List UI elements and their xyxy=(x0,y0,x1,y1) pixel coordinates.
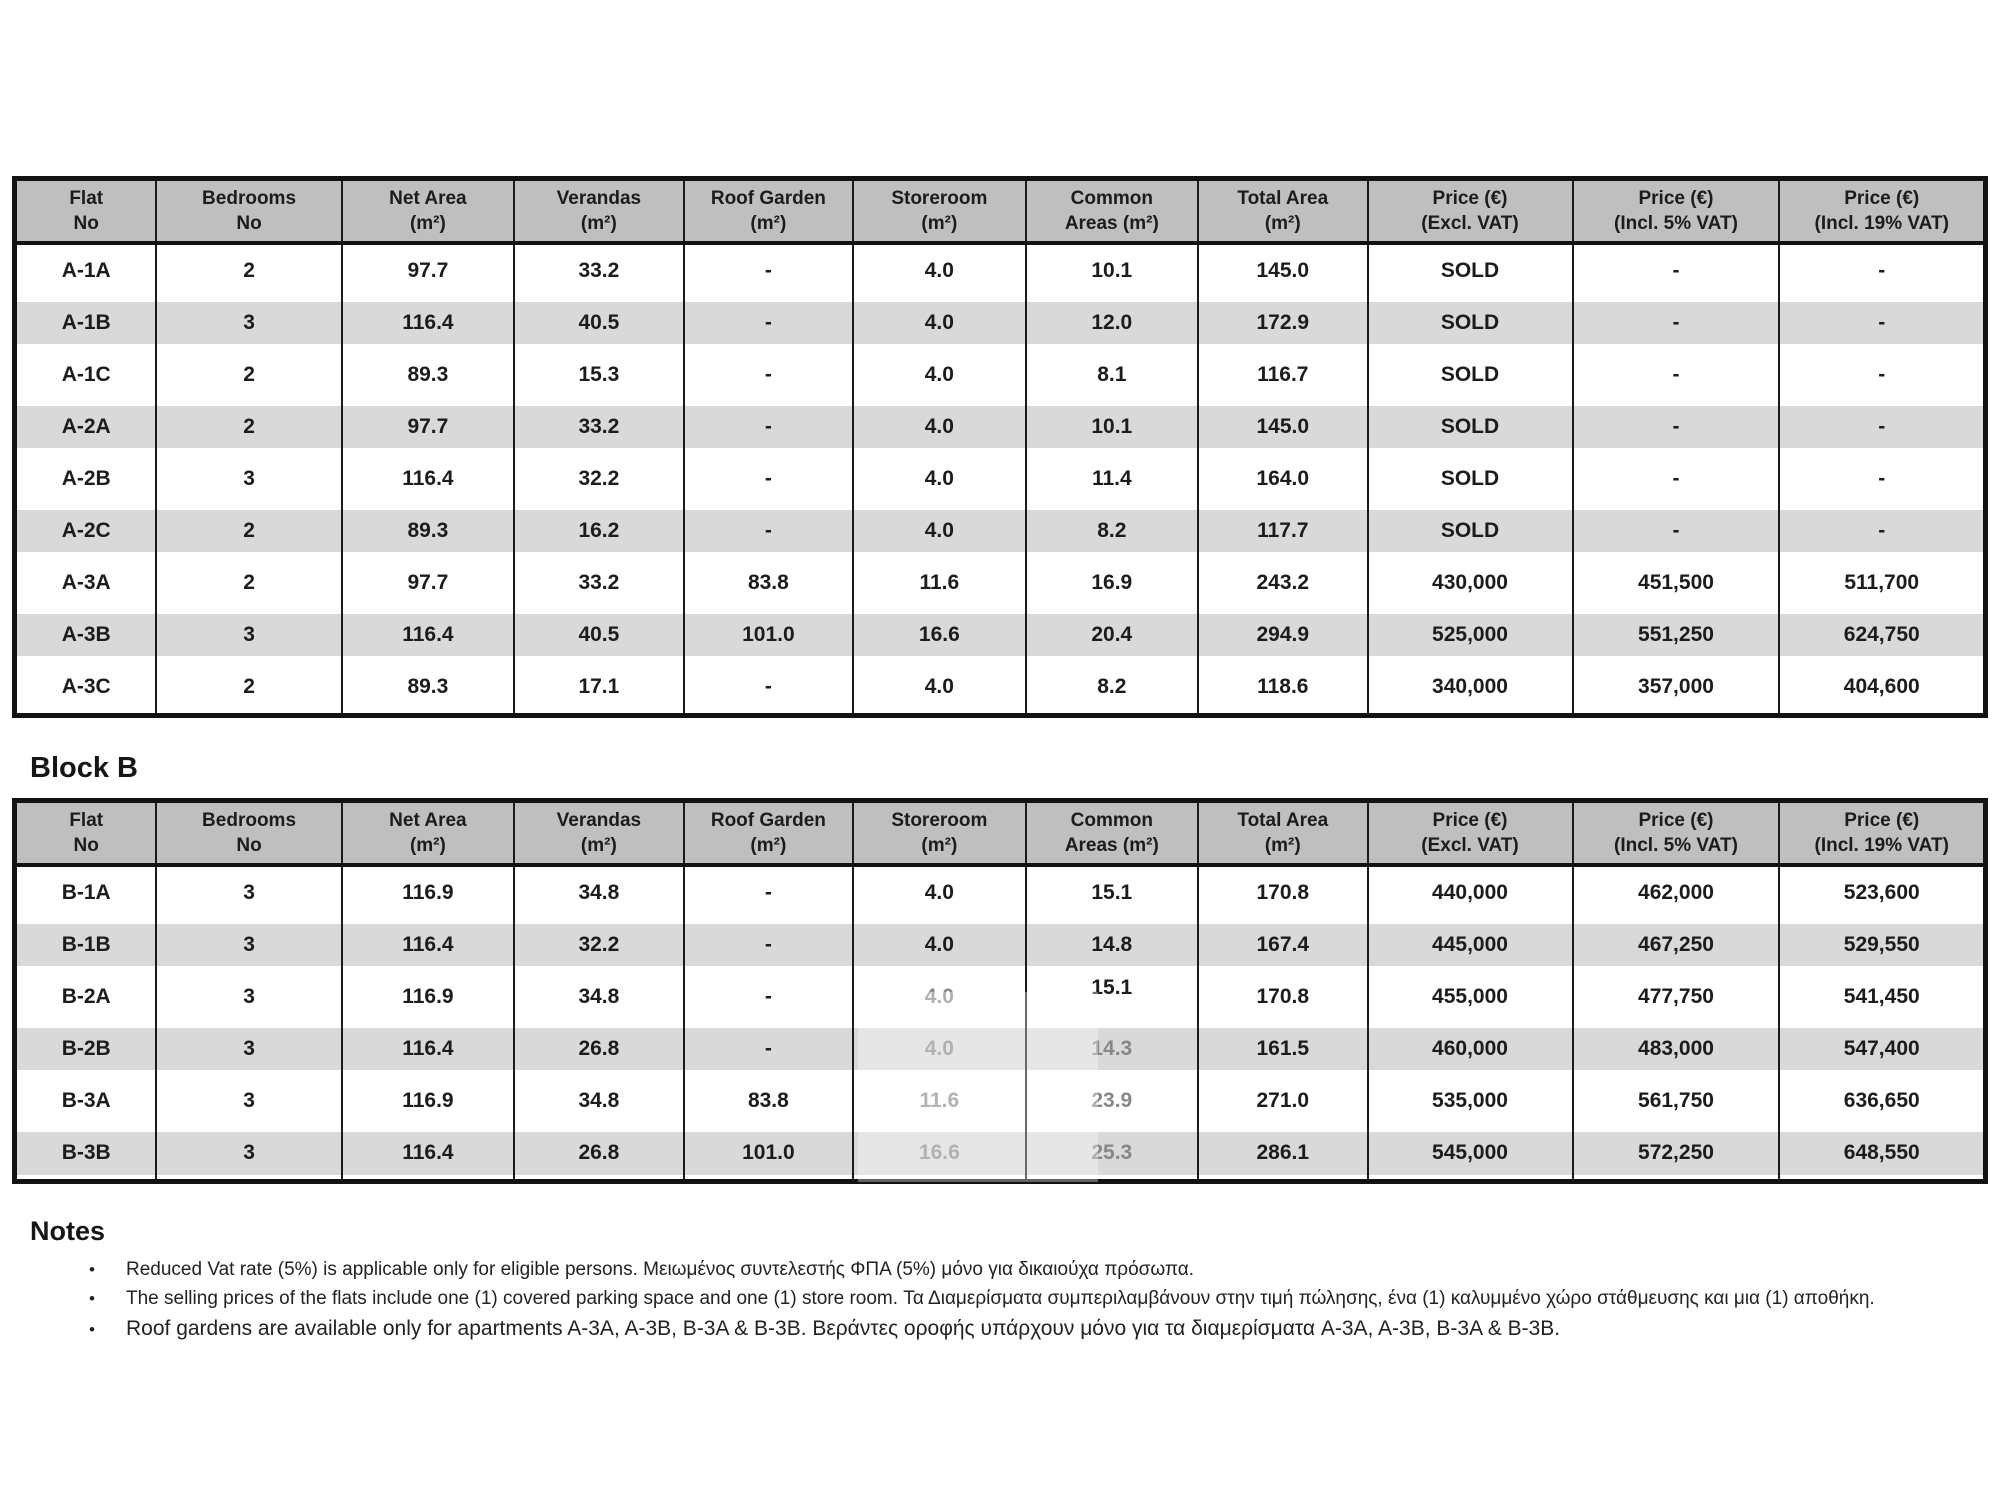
table-cell: 4.0 xyxy=(853,919,1025,971)
table-cell: 16.9 xyxy=(1026,557,1198,609)
table-row xyxy=(15,661,1986,716)
table-cell: 32.2 xyxy=(514,919,684,971)
flat-no-cell: A-1A xyxy=(15,243,157,297)
notes-section xyxy=(30,1216,1980,1348)
table-row xyxy=(15,609,1986,661)
table-cell: 483,000 xyxy=(1573,1023,1780,1075)
table-cell: - xyxy=(1779,349,1985,401)
table-cell: 172.9 xyxy=(1198,297,1368,349)
column-header: Price (€) (Incl. 5% VAT) xyxy=(1573,179,1780,244)
table-cell: 2 xyxy=(156,505,341,557)
flat-no-cell: A-3C xyxy=(15,661,157,716)
table-cell: 340,000 xyxy=(1368,661,1573,716)
block-b-price-table xyxy=(12,798,1988,1184)
table-cell: - xyxy=(684,865,854,919)
table-cell: - xyxy=(684,919,854,971)
table-cell: 17.1 xyxy=(514,661,684,716)
table-cell: - xyxy=(1573,453,1780,505)
column-header: Common Areas (m²) xyxy=(1026,801,1198,866)
bullet-icon: • xyxy=(89,1320,95,1339)
table-cell: 440,000 xyxy=(1368,865,1573,919)
table-cell: 460,000 xyxy=(1368,1023,1573,1075)
table-cell: 16.6 xyxy=(853,1127,1025,1182)
table-cell: 15.1 xyxy=(1026,971,1198,1023)
table-cell: 97.7 xyxy=(342,401,514,453)
table-cell: - xyxy=(684,453,854,505)
table-cell: 117.7 xyxy=(1198,505,1368,557)
column-header: Price (€) (Incl. 19% VAT) xyxy=(1779,801,1985,866)
table-cell: - xyxy=(1573,505,1780,557)
table-cell: 11.4 xyxy=(1026,453,1198,505)
table-cell: 170.8 xyxy=(1198,971,1368,1023)
table-cell: 10.1 xyxy=(1026,243,1198,297)
table-cell: - xyxy=(1573,297,1780,349)
table-cell: 40.5 xyxy=(514,609,684,661)
table-cell: 20.4 xyxy=(1026,609,1198,661)
table-cell: SOLD xyxy=(1368,401,1573,453)
block-b-heading: Block B xyxy=(30,752,138,784)
table-row xyxy=(15,1127,1986,1182)
table-cell: 145.0 xyxy=(1198,243,1368,297)
table-cell: 26.8 xyxy=(514,1127,684,1182)
table-row xyxy=(15,971,1986,1023)
flat-no-cell: A-2C xyxy=(15,505,157,557)
table-cell: 33.2 xyxy=(514,243,684,297)
table-row xyxy=(15,919,1986,971)
table-cell: 116.9 xyxy=(342,971,514,1023)
column-header: Bedrooms No xyxy=(156,801,341,866)
note-item xyxy=(30,1259,1980,1281)
table-cell: 4.0 xyxy=(853,349,1025,401)
table-cell: 3 xyxy=(156,1075,341,1127)
table-cell: 12.0 xyxy=(1026,297,1198,349)
table-cell: - xyxy=(1779,453,1985,505)
table-cell: - xyxy=(684,243,854,297)
table-cell: 164.0 xyxy=(1198,453,1368,505)
table-cell: 455,000 xyxy=(1368,971,1573,1023)
flat-no-cell: B-1B xyxy=(15,919,157,971)
table-cell: - xyxy=(684,505,854,557)
table-cell: 2 xyxy=(156,661,341,716)
table-cell: SOLD xyxy=(1368,243,1573,297)
table-cell: 3 xyxy=(156,1023,341,1075)
table-cell: 572,250 xyxy=(1573,1127,1780,1182)
column-header: Net Area (m²) xyxy=(342,179,514,244)
flat-no-cell: A-2B xyxy=(15,453,157,505)
table-cell: - xyxy=(1573,401,1780,453)
flat-no-cell: B-3B xyxy=(15,1127,157,1182)
table-cell: 89.3 xyxy=(342,505,514,557)
table-cell: 8.1 xyxy=(1026,349,1198,401)
table-cell: 2 xyxy=(156,349,341,401)
note-text: Reduced Vat rate (5%) is applicable only for eligible persons. Μειωμένος συντελεστής ΦΠΑ (5%) μόνο για δικαιούχα πρόσωπα. xyxy=(126,1259,1195,1280)
table-cell: 23.9 xyxy=(1026,1075,1198,1127)
table-cell: - xyxy=(684,401,854,453)
table-cell: 4.0 xyxy=(853,661,1025,716)
bullet-icon: • xyxy=(89,1289,95,1308)
column-header: Flat No xyxy=(15,179,157,244)
table-row xyxy=(15,505,1986,557)
table-cell: 551,250 xyxy=(1573,609,1780,661)
column-header: Net Area (m²) xyxy=(342,801,514,866)
table-cell: 116.4 xyxy=(342,609,514,661)
table-cell: - xyxy=(1573,349,1780,401)
table-cell: 2 xyxy=(156,401,341,453)
table-cell: 16.6 xyxy=(853,609,1025,661)
table-cell: 15.1 xyxy=(1026,865,1198,919)
table-cell: - xyxy=(684,297,854,349)
table-cell: 4.0 xyxy=(853,453,1025,505)
table-cell: 10.1 xyxy=(1026,401,1198,453)
table-row xyxy=(15,297,1986,349)
flat-no-cell: B-3A xyxy=(15,1075,157,1127)
table-cell: 170.8 xyxy=(1198,865,1368,919)
table-cell: 40.5 xyxy=(514,297,684,349)
table-cell: 33.2 xyxy=(514,557,684,609)
table-cell: 404,600 xyxy=(1779,661,1985,716)
column-header: Common Areas (m²) xyxy=(1026,179,1198,244)
column-header: Total Area (m²) xyxy=(1198,801,1368,866)
table-row xyxy=(15,557,1986,609)
table-cell: 541,450 xyxy=(1779,971,1985,1023)
table-row xyxy=(15,401,1986,453)
table-cell: 8.2 xyxy=(1026,505,1198,557)
table-cell: - xyxy=(1779,243,1985,297)
table-row xyxy=(15,1023,1986,1075)
table-cell: 116.4 xyxy=(342,919,514,971)
table-cell: 11.6 xyxy=(853,1075,1025,1127)
table-cell: 547,400 xyxy=(1779,1023,1985,1075)
table-cell: 8.2 xyxy=(1026,661,1198,716)
table-cell: 116.4 xyxy=(342,297,514,349)
table-cell: 161.5 xyxy=(1198,1023,1368,1075)
table-cell: 32.2 xyxy=(514,453,684,505)
table-cell: 14.8 xyxy=(1026,919,1198,971)
table-cell: - xyxy=(1573,243,1780,297)
table-cell: 511,700 xyxy=(1779,557,1985,609)
flat-no-cell: A-2A xyxy=(15,401,157,453)
table-cell: 451,500 xyxy=(1573,557,1780,609)
table-cell: 3 xyxy=(156,971,341,1023)
table-cell: - xyxy=(684,971,854,1023)
table-cell: 545,000 xyxy=(1368,1127,1573,1182)
notes-list xyxy=(30,1259,1980,1341)
table-cell: - xyxy=(1779,297,1985,349)
table-cell: 3 xyxy=(156,453,341,505)
table-cell: 16.2 xyxy=(514,505,684,557)
table-cell: 4.0 xyxy=(853,865,1025,919)
table-cell: 477,750 xyxy=(1573,971,1780,1023)
table-cell: 4.0 xyxy=(853,401,1025,453)
table-cell: - xyxy=(684,661,854,716)
flat-no-cell: B-2B xyxy=(15,1023,157,1075)
table-cell: 97.7 xyxy=(342,243,514,297)
flat-no-cell: A-3A xyxy=(15,557,157,609)
table-row xyxy=(15,243,1986,297)
column-header: Roof Garden (m²) xyxy=(684,801,854,866)
table-cell: 294.9 xyxy=(1198,609,1368,661)
table-cell: 116.7 xyxy=(1198,349,1368,401)
table-cell: 271.0 xyxy=(1198,1075,1368,1127)
flat-no-cell: A-3B xyxy=(15,609,157,661)
table-row xyxy=(15,865,1986,919)
table-cell: SOLD xyxy=(1368,297,1573,349)
table-cell: 116.9 xyxy=(342,1075,514,1127)
table-cell: 89.3 xyxy=(342,349,514,401)
table-cell: 4.0 xyxy=(853,243,1025,297)
note-text: Roof gardens are available only for apartments A-3A, A-3B, B-3A & B-3B. Βεράντες οροφής υπάρχουν μόνο για τα διαμερίσματα A-3A, A-3B, B-3A & B-3B. xyxy=(126,1317,1561,1340)
flat-no-cell: B-2A xyxy=(15,971,157,1023)
table-cell: 3 xyxy=(156,919,341,971)
column-header: Verandas (m²) xyxy=(514,801,684,866)
table-cell: 116.9 xyxy=(342,865,514,919)
table-cell: 26.8 xyxy=(514,1023,684,1075)
table-cell: 34.8 xyxy=(514,865,684,919)
table-cell: 636,650 xyxy=(1779,1075,1985,1127)
table-cell: 286.1 xyxy=(1198,1127,1368,1182)
table-cell: SOLD xyxy=(1368,453,1573,505)
table-cell: SOLD xyxy=(1368,505,1573,557)
table-cell: 523,600 xyxy=(1779,865,1985,919)
table-row xyxy=(15,349,1986,401)
table-cell: 4.0 xyxy=(853,971,1025,1023)
table-cell: 535,000 xyxy=(1368,1075,1573,1127)
table-cell: 2 xyxy=(156,557,341,609)
table-cell: 467,250 xyxy=(1573,919,1780,971)
table-cell: 3 xyxy=(156,297,341,349)
table-cell: 14.3 xyxy=(1026,1023,1198,1075)
table-cell: 4.0 xyxy=(853,297,1025,349)
table-cell: - xyxy=(684,349,854,401)
column-header: Storeroom (m²) xyxy=(853,801,1025,866)
table-cell: 243.2 xyxy=(1198,557,1368,609)
table-cell: 34.8 xyxy=(514,971,684,1023)
table-cell: 116.4 xyxy=(342,453,514,505)
table-cell: 11.6 xyxy=(853,557,1025,609)
table-cell: 33.2 xyxy=(514,401,684,453)
table-cell: SOLD xyxy=(1368,349,1573,401)
table-cell: 624,750 xyxy=(1779,609,1985,661)
column-header: Verandas (m²) xyxy=(514,179,684,244)
table-cell: 118.6 xyxy=(1198,661,1368,716)
note-item xyxy=(30,1317,1980,1341)
flat-no-cell: A-1B xyxy=(15,297,157,349)
table-cell: - xyxy=(684,1023,854,1075)
table-cell: 357,000 xyxy=(1573,661,1780,716)
column-header: Roof Garden (m²) xyxy=(684,179,854,244)
notes-heading: Notes xyxy=(30,1216,106,1246)
table-cell: 145.0 xyxy=(1198,401,1368,453)
table-cell: 3 xyxy=(156,1127,341,1182)
table-cell: 2 xyxy=(156,243,341,297)
table-cell: - xyxy=(1779,505,1985,557)
note-item xyxy=(30,1288,1980,1310)
table-cell: 89.3 xyxy=(342,661,514,716)
column-header: Total Area (m²) xyxy=(1198,179,1368,244)
table-cell: 101.0 xyxy=(684,1127,854,1182)
table-cell: 4.0 xyxy=(853,1023,1025,1075)
table-cell: 3 xyxy=(156,609,341,661)
note-text: The selling prices of the flats include one (1) covered parking space and one (1) store room. Τα Διαμερίσματα συμπεριλαμβάνουν στην τιμή πώλησης, ένα (1) καλυμμένο χώρο στάθμευσης και μια (1) αποθήκη. xyxy=(126,1288,1875,1309)
column-header: Price (€) (Incl. 19% VAT) xyxy=(1779,179,1985,244)
table-cell: 83.8 xyxy=(684,557,854,609)
column-header: Price (€) (Excl. VAT) xyxy=(1368,801,1573,866)
table-cell: 116.4 xyxy=(342,1127,514,1182)
table-row xyxy=(15,453,1986,505)
table-cell: 34.8 xyxy=(514,1075,684,1127)
block-a-price-table xyxy=(12,176,1988,718)
flat-no-cell: A-1C xyxy=(15,349,157,401)
column-header: Flat No xyxy=(15,801,157,866)
table-cell: 561,750 xyxy=(1573,1075,1780,1127)
flat-no-cell: B-1A xyxy=(15,865,157,919)
table-cell: 15.3 xyxy=(514,349,684,401)
table-cell: 430,000 xyxy=(1368,557,1573,609)
column-header: Price (€) (Incl. 5% VAT) xyxy=(1573,801,1780,866)
table-cell: - xyxy=(1779,401,1985,453)
column-header: Bedrooms No xyxy=(156,179,341,244)
bullet-icon: • xyxy=(89,1260,95,1279)
table-cell: 525,000 xyxy=(1368,609,1573,661)
table-row xyxy=(15,1075,1986,1127)
column-header: Price (€) (Excl. VAT) xyxy=(1368,179,1573,244)
table-cell: 25.3 xyxy=(1026,1127,1198,1182)
table-cell: 97.7 xyxy=(342,557,514,609)
table-cell: 3 xyxy=(156,865,341,919)
table-cell: 445,000 xyxy=(1368,919,1573,971)
column-header: Storeroom (m²) xyxy=(853,179,1025,244)
table-cell: 648,550 xyxy=(1779,1127,1985,1182)
table-cell: 462,000 xyxy=(1573,865,1780,919)
table-cell: 101.0 xyxy=(684,609,854,661)
table-cell: 116.4 xyxy=(342,1023,514,1075)
table-cell: 529,550 xyxy=(1779,919,1985,971)
table-cell: 167.4 xyxy=(1198,919,1368,971)
table-cell: 83.8 xyxy=(684,1075,854,1127)
table-cell: 4.0 xyxy=(853,505,1025,557)
